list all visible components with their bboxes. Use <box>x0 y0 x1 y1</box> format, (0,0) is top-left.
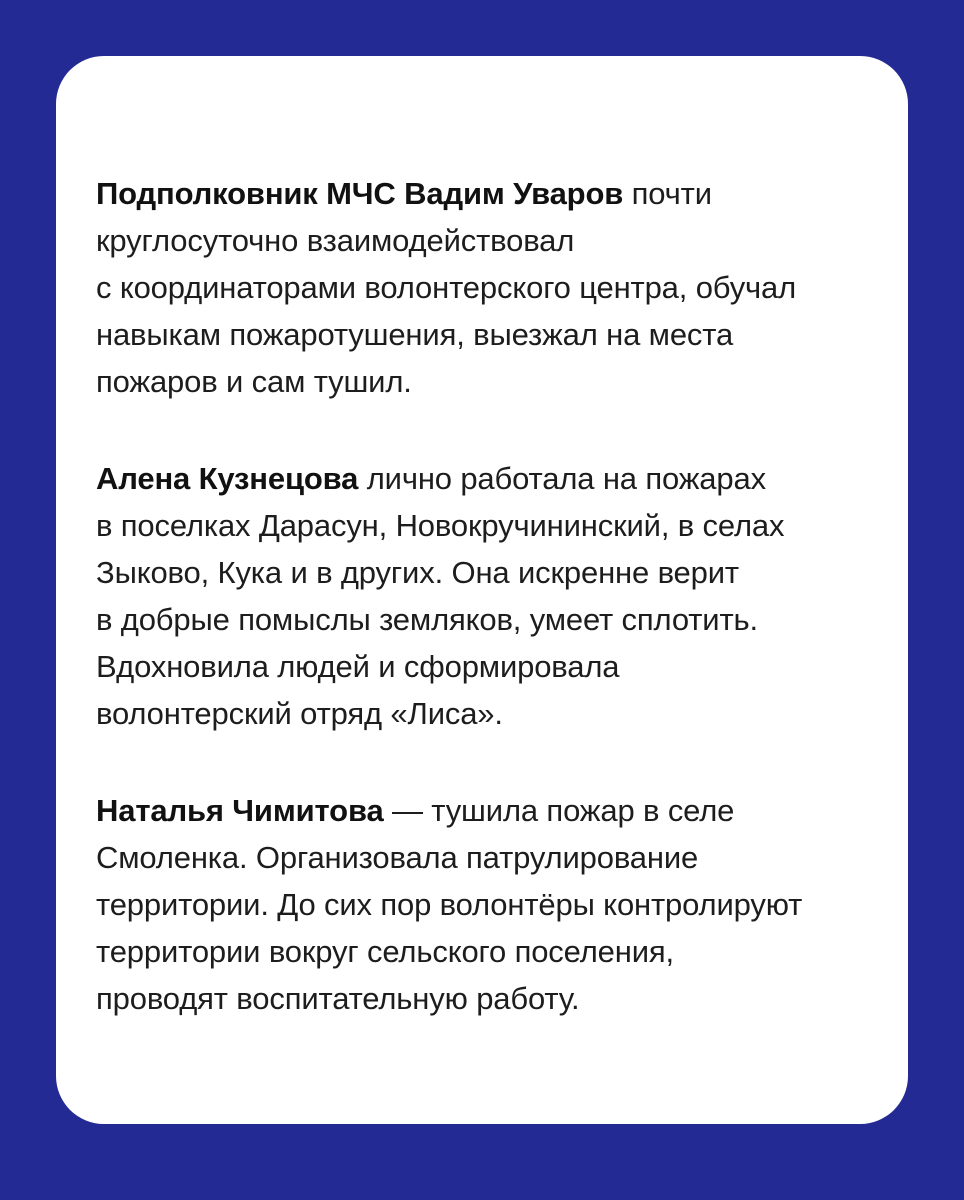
paragraph-line: Смоленка. Организовала патрулирование <box>96 840 699 875</box>
paragraph-line: проводят воспитательную работу. <box>96 981 580 1016</box>
person-name: Подполковник МЧС Вадим Уваров <box>96 176 624 211</box>
paragraph-line: в поселках Дарасун, Новокручининский, в селах <box>96 508 785 543</box>
paragraph-line: навыкам пожаротушения, выезжал на места <box>96 317 734 352</box>
paragraph-line: круглосуточно взаимодействовал <box>96 223 575 258</box>
paragraph-line: с координаторами волонтерского центра, обучал <box>96 270 797 305</box>
paragraph-line <box>96 170 868 217</box>
person-name: Алена Кузнецова <box>96 461 359 496</box>
line-text: лично работала на пожарах <box>358 461 766 496</box>
paragraph-line: пожаров и сам тушил. <box>96 364 412 399</box>
paragraph-line: Зыково, Кука и в других. Она искренне верит <box>96 555 739 590</box>
paragraph-chimitova <box>96 787 868 1022</box>
line-text: — тушила пожар в селе <box>383 793 735 828</box>
paragraph-kuznetsova <box>96 455 868 737</box>
paragraph-line <box>96 787 868 834</box>
paragraph-line: волонтерский отряд «Лиса». <box>96 696 503 731</box>
paragraph-line: территории вокруг сельского поселения, <box>96 934 674 969</box>
paragraph-line: территории. До сих пор волонтёры контролируют <box>96 887 803 922</box>
content-card <box>56 56 908 1124</box>
paragraph-line: в добрые помыслы земляков, умеет сплотить. <box>96 602 758 637</box>
line-text: почти <box>623 176 712 211</box>
person-name: Наталья Чимитова <box>96 793 384 828</box>
paragraph-line <box>96 455 868 502</box>
paragraph-line: Вдохновила людей и сформировала <box>96 649 620 684</box>
paragraph-uvarov <box>96 170 868 405</box>
